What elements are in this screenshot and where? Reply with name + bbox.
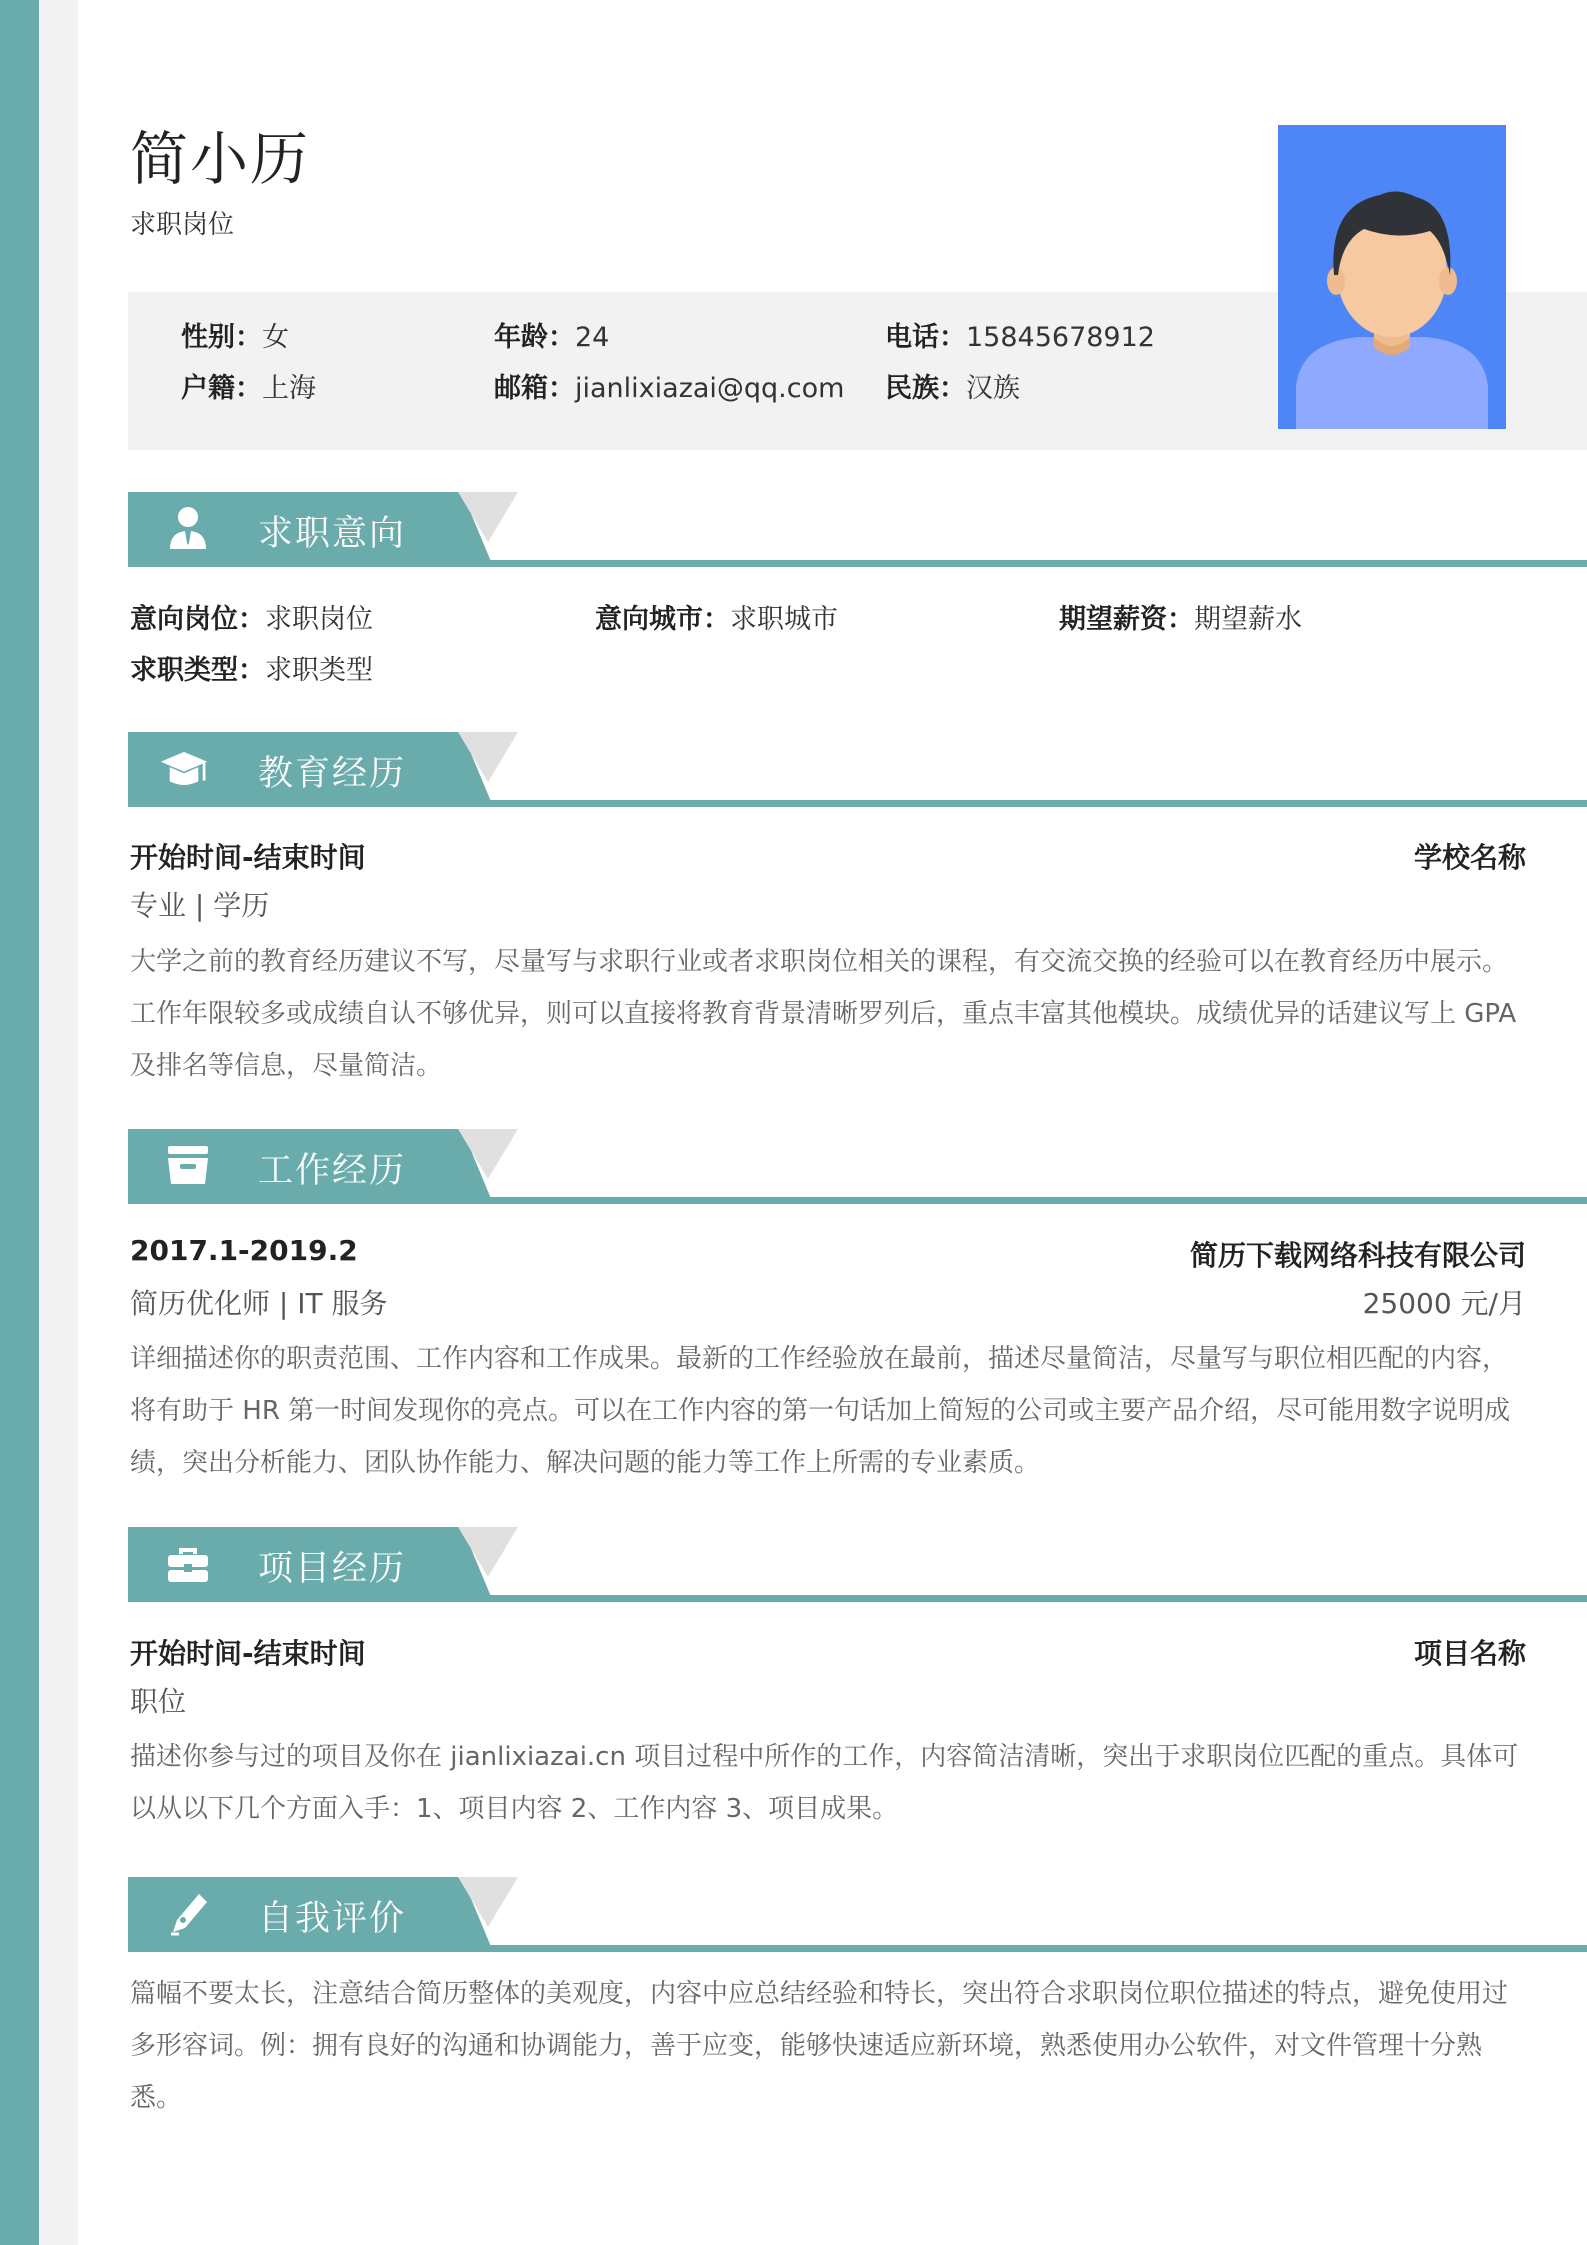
hometown-field: 户籍：上海 bbox=[181, 373, 316, 404]
education-description: 大学之前的教育经历建议不写，尽量写与求职行业或者求职岗位相关的课程，有交流交换的经验可以在教育经历中展示。工作年限较多或成绩自认不够优异，则可以直接将教育背景清晰罗列后，重点丰富其他模块。成绩优异的话建议写上 GPA 及排名等信息，尽量简洁。 bbox=[130, 947, 1517, 1081]
graduation-cap-icon bbox=[159, 743, 209, 793]
work-description: 详细描述你的职责范围、工作内容和工作成果。最新的工作经验放在最前，描述尽量简洁，尽量写与职位相匹配的内容，将有助于 HR 第一时间发现你的亮点。可以在工作内容的第一句话加上简短的公司或主要产品介绍，尽可能用数字说明成绩，突出分析能力、团队协作能力、解决问题的能力等工作上所需的专业素质。 bbox=[130, 1344, 1511, 1478]
company-name: 简历下载网络科技有限公司 bbox=[1189, 1239, 1526, 1272]
major-degree: 专业 | 学历 bbox=[130, 889, 270, 922]
left-accent-bar bbox=[0, 0, 39, 2245]
phone-field: 电话：15845678912 bbox=[885, 322, 1155, 353]
self-evaluation-description: 篇幅不要太长，注意结合简历整体的美观度，内容中应总结经验和特长，突出符合求职岗位职位描述的特点，避免使用过多形容词。例：拥有良好的沟通和协调能力，善于应变，能够快速适应新环境，熟悉使用办公软件，对文件管理十分熟悉。 bbox=[130, 1979, 1509, 2113]
project-role: 职位 bbox=[130, 1685, 187, 1718]
intent-type: 求职类型：求职类型 bbox=[130, 655, 373, 686]
gender-field: 性别：女 bbox=[181, 322, 289, 353]
email-field: 邮箱：jianlixiazai@qq.com bbox=[494, 373, 845, 404]
work-section-corner bbox=[458, 1129, 518, 1179]
candidate-name: 简小历 bbox=[130, 125, 311, 193]
project-section-title: 项目经历 bbox=[258, 1549, 407, 1589]
school-name: 学校名称 bbox=[1413, 841, 1526, 874]
person-avatar-icon bbox=[1278, 125, 1506, 429]
intent-section-title: 求职意向 bbox=[258, 514, 407, 554]
work-role: 简历优化师 | IT 服务 bbox=[130, 1287, 388, 1320]
intent-city: 意向城市：求职城市 bbox=[595, 604, 838, 635]
self-evaluation-section-corner bbox=[458, 1877, 518, 1927]
intent-salary: 期望薪资：期望薪水 bbox=[1059, 604, 1302, 635]
left-pale-bar bbox=[39, 0, 78, 2245]
job-position: 求职岗位 bbox=[130, 210, 235, 240]
self-evaluation-section-title: 自我评价 bbox=[258, 1899, 407, 1939]
pen-icon bbox=[163, 1888, 213, 1938]
work-period: 2017.1-2019.2 bbox=[130, 1234, 358, 1267]
avatar bbox=[1278, 125, 1506, 429]
project-section-corner bbox=[458, 1527, 518, 1577]
education-section-title: 教育经历 bbox=[258, 754, 407, 794]
education-section-corner bbox=[458, 732, 518, 782]
project-period: 开始时间-结束时间 bbox=[130, 1637, 366, 1670]
intent-section-corner bbox=[458, 492, 518, 542]
toolbox-icon bbox=[163, 1538, 213, 1588]
age-field: 年龄：24 bbox=[494, 322, 610, 353]
ethnicity-field: 民族：汉族 bbox=[885, 373, 1020, 404]
work-section-title: 工作经历 bbox=[258, 1151, 407, 1191]
intent-position: 意向岗位：求职岗位 bbox=[130, 604, 373, 635]
project-description: 描述你参与过的项目及你在 jianlixiazai.cn 项目过程中所作的工作，内容简洁清晰，突出于求职岗位匹配的重点。具体可以从以下几个方面入手：1、项目内容 2、工作内容 3、项目成果。 bbox=[130, 1742, 1519, 1824]
work-salary: 25000 元/月 bbox=[1362, 1287, 1526, 1320]
briefcase-icon bbox=[163, 1140, 213, 1190]
user-icon bbox=[163, 503, 213, 553]
project-name: 项目名称 bbox=[1413, 1637, 1526, 1670]
education-period: 开始时间-结束时间 bbox=[130, 841, 366, 874]
